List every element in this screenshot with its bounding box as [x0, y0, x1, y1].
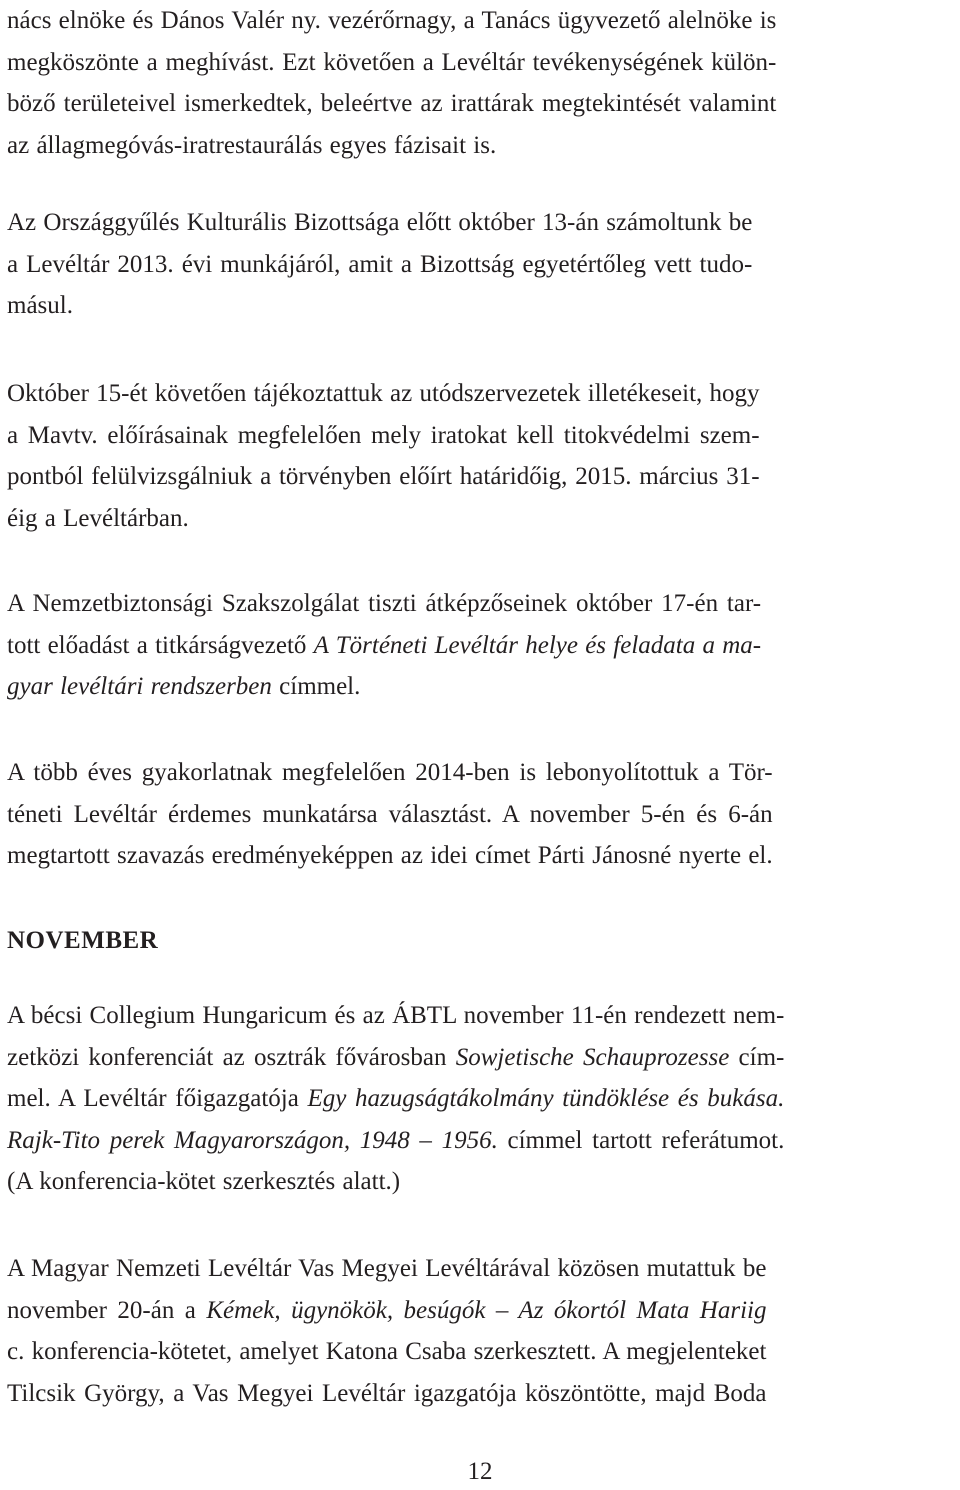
paragraph-4: [7, 583, 761, 708]
text-line: az állagmegóvás-iratrestaurálás egyes fázisait is.: [7, 131, 497, 159]
text-line: [7, 1078, 784, 1120]
text-line: megtartott szavazás eredményeképpen az idei címet Párti Jánosné nyerte el.: [7, 842, 773, 869]
text-line: c. konferencia-kötetet, amelyet Katona Csaba szerkesztett. A megjelenteket: [7, 1338, 767, 1365]
text-segment: zetközi konferenciát az osztrák fővárosban: [7, 1043, 456, 1071]
page-number: 12: [467, 1458, 493, 1485]
lecture-title: A Történeti Levéltár helye és feladata a ma-: [313, 631, 762, 659]
text-line: megköszönte a meghívást. Ezt követően a Levéltár tevékenységének külön-: [7, 48, 777, 76]
section-heading: NOVEMBER: [7, 927, 159, 954]
text-segment: mel. A Levéltár főigazgatója: [7, 1085, 308, 1112]
text-line: pontból felülvizsgálniuk a törvényben előírt határidőig, 2015. március 31-: [7, 463, 760, 490]
book-title: Kémek, ügynökök, besúgók – Az ókortól Mata Hariig: [206, 1296, 767, 1324]
paragraph-5: [7, 752, 773, 877]
paper-title-cont: Rajk-Tito perek Magyarországon, 1948 – 1956.: [7, 1126, 498, 1154]
text-line: [7, 1120, 784, 1162]
text-line: A több éves gyakorlatnak megfelelően 2014-ben is lebonyolítottuk a Tör-: [7, 759, 773, 786]
text-line: [7, 666, 761, 708]
text-line: A Nemzetbiztonsági Szakszolgálat tiszti átképzőseinek október 17-én tar-: [7, 590, 762, 617]
text-segment: cím-: [729, 1043, 785, 1071]
text-line: [7, 625, 761, 667]
text-segment: november 20-án a: [7, 1296, 207, 1324]
text-line: másul.: [7, 292, 73, 319]
text-line: A bécsi Collegium Hungaricum és az ÁBTL november 11-én rendezett nem-: [7, 1002, 785, 1029]
text-segment: címmel.: [271, 673, 361, 700]
text-segment: tott előadást a titkárságvezető: [7, 631, 314, 659]
text-line: (A konferencia-kötet szerkesztés alatt.): [7, 1168, 401, 1195]
text-line: a Mavtv. előírásainak megfelelően mely iratokat kell titokvédelmi szem-: [7, 421, 760, 449]
paragraph-2: [7, 202, 752, 327]
text-line: nács elnöke és Dános Valér ny. vezérőrnagy, a Tanács ügyvezető alelnöke is: [7, 7, 777, 34]
conference-title: Sowjetische Schauprozesse: [455, 1043, 730, 1071]
text-line: téneti Levéltár érdemes munkatársa választást. A november 5-én és 6-án: [7, 800, 773, 828]
text-line: [7, 1290, 766, 1332]
paragraph-7: [7, 1248, 766, 1414]
text-line: Az Országgyűlés Kulturális Bizottsága előtt október 13-án számoltunk be: [7, 209, 753, 236]
text-line: a Levéltár 2013. évi munkájáról, amit a Bizottság egyetértőleg vett tudo-: [7, 250, 753, 278]
text-line: Október 15-ét követően tájékoztattuk az utódszervezetek illetékeseit, hogy: [7, 380, 760, 407]
text-line: [7, 1037, 784, 1079]
text-line: A Magyar Nemzeti Levéltár Vas Megyei Levéltárával közösen mutattuk be: [7, 1255, 767, 1282]
text-line: Tilcsik György, a Vas Megyei Levéltár igazgatója köszöntötte, majd Boda: [7, 1379, 767, 1407]
text-line: éig a Levéltárban.: [7, 504, 189, 532]
paragraph-6: [7, 995, 784, 1203]
text-line: böző területeivel ismerkedtek, beleértve az irattárak megtekintését valamint: [7, 90, 777, 117]
lecture-title-cont: gyar levéltári rendszerben: [7, 673, 272, 700]
paragraph-1: [7, 0, 776, 166]
paper-title: Egy hazugságtákolmány tündöklése és bukása.: [307, 1085, 785, 1112]
text-segment: címmel tartott referátumot.: [497, 1126, 785, 1154]
paragraph-3: [7, 373, 760, 539]
